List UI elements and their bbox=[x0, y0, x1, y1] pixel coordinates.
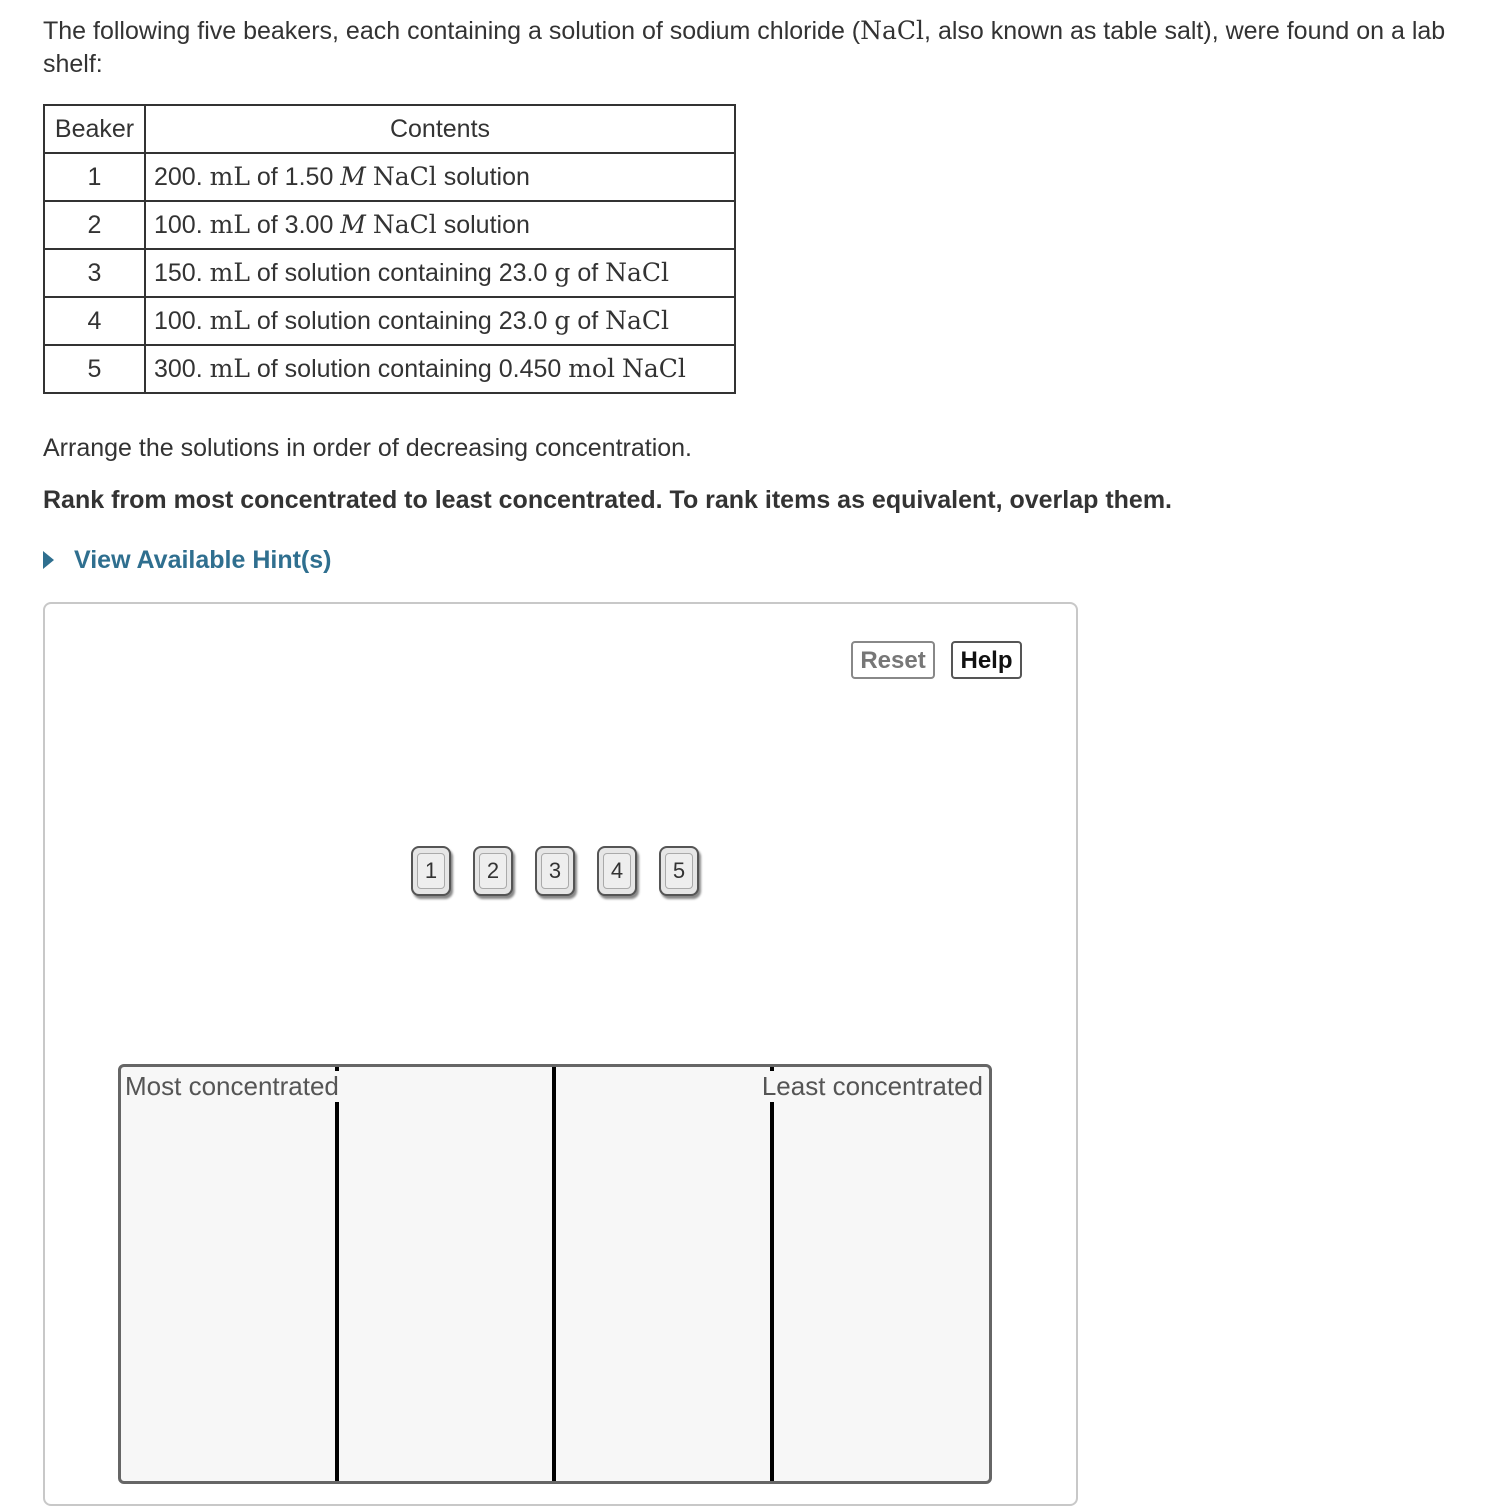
rank-slot-2[interactable] bbox=[338, 1067, 555, 1481]
ranking-area[interactable] bbox=[118, 1064, 992, 1484]
beaker-contents: 200. mL of 1.50 M NaCl solution bbox=[145, 153, 735, 201]
least-concentrated-label: Least concentrated bbox=[758, 1071, 983, 1102]
view-hints-link[interactable] bbox=[43, 544, 331, 577]
rank-tile-5[interactable]: 5 bbox=[659, 846, 699, 896]
beaker-number: 4 bbox=[44, 297, 145, 345]
rank-tile-4[interactable]: 4 bbox=[597, 846, 637, 896]
beaker-contents: 300. mL of solution containing 0.450 mol NaCl bbox=[145, 345, 735, 393]
triangle-right-icon bbox=[43, 551, 54, 569]
table-row bbox=[44, 345, 735, 393]
table-row bbox=[44, 201, 735, 249]
intro-text-part: , also known as table salt), were found on a lab shelf: bbox=[43, 17, 1446, 78]
beaker-contents: 100. mL of 3.00 M NaCl solution bbox=[145, 201, 735, 249]
rank-tile-2[interactable]: 2 bbox=[473, 846, 513, 896]
rank-slot-4[interactable] bbox=[773, 1067, 990, 1481]
question-text: Arrange the solutions in order of decreasing concentration. bbox=[43, 434, 692, 462]
beaker-number: 1 bbox=[44, 153, 145, 201]
table-row bbox=[44, 249, 735, 297]
beaker-number: 2 bbox=[44, 201, 145, 249]
slot-divider bbox=[552, 1067, 556, 1481]
header-contents: Contents bbox=[145, 105, 735, 153]
instruction-text: Rank from most concentrated to least concentrated. To rank items as equivalent, overlap them. bbox=[43, 486, 1173, 514]
table-row bbox=[44, 297, 735, 345]
ranking-panel bbox=[43, 602, 1078, 1506]
intro-text bbox=[43, 14, 1453, 81]
rank-slot-3[interactable] bbox=[556, 1067, 773, 1481]
beaker-contents: 150. mL of solution containing 23.0 g of NaCl bbox=[145, 249, 735, 297]
reset-button[interactable]: Reset bbox=[851, 641, 935, 679]
beaker-number: 5 bbox=[44, 345, 145, 393]
formula-nacl: NaCl bbox=[860, 16, 925, 45]
header-beaker: Beaker bbox=[44, 105, 145, 153]
table-header-row bbox=[44, 105, 735, 153]
rank-tile-1[interactable]: 1 bbox=[411, 846, 451, 896]
rank-slot-1[interactable] bbox=[121, 1067, 338, 1481]
slot-divider bbox=[335, 1067, 339, 1481]
hint-link-label: View Available Hint(s) bbox=[74, 546, 332, 574]
beakers-table bbox=[43, 104, 736, 394]
slot-divider bbox=[770, 1067, 774, 1481]
table-row bbox=[44, 153, 735, 201]
intro-text-part: The following five beakers, each containing a solution of sodium chloride ( bbox=[43, 17, 861, 45]
beaker-number: 3 bbox=[44, 249, 145, 297]
rank-tile-3[interactable]: 3 bbox=[535, 846, 575, 896]
most-concentrated-label: Most concentrated bbox=[125, 1071, 345, 1102]
beaker-contents: 100. mL of solution containing 23.0 g of NaCl bbox=[145, 297, 735, 345]
help-button[interactable]: Help bbox=[951, 641, 1022, 679]
